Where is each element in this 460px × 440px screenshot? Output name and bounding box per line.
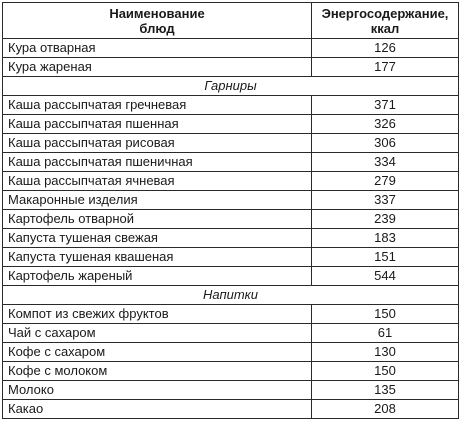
- dish-name-cell: Каша рассыпчатая пшенная: [3, 115, 312, 134]
- table-row: [3, 362, 459, 381]
- dish-name-cell: Каша рассыпчатая ячневая: [3, 172, 312, 191]
- energy-value-cell: 306: [312, 134, 459, 153]
- energy-value-cell: 326: [312, 115, 459, 134]
- dish-name-cell: Каша рассыпчатая рисовая: [3, 134, 312, 153]
- dish-name-cell: Картофель жареный: [3, 267, 312, 286]
- table-header: [3, 3, 459, 39]
- energy-value-cell: 208: [312, 400, 459, 419]
- energy-table: [2, 2, 459, 419]
- table-row: [3, 400, 459, 419]
- energy-value-cell: 130: [312, 343, 459, 362]
- dish-name-cell: Картофель отварной: [3, 210, 312, 229]
- energy-table-container: [2, 2, 458, 419]
- dish-name-cell: Макаронные изделия: [3, 191, 312, 210]
- energy-value-cell: 151: [312, 248, 459, 267]
- energy-value-cell: 371: [312, 96, 459, 115]
- header-row: [3, 3, 459, 39]
- table-row: [3, 172, 459, 191]
- dish-name-cell: Капуста тушеная квашеная: [3, 248, 312, 267]
- energy-value-cell: 544: [312, 267, 459, 286]
- table-row: [3, 134, 459, 153]
- section-title: Гарниры: [3, 77, 459, 96]
- header-energy: [312, 3, 459, 39]
- table-row: [3, 324, 459, 343]
- table-row: [3, 210, 459, 229]
- energy-value-cell: 61: [312, 324, 459, 343]
- energy-value-cell: 150: [312, 362, 459, 381]
- energy-value-cell: 279: [312, 172, 459, 191]
- table-row: [3, 305, 459, 324]
- table-row: [3, 248, 459, 267]
- dish-name-cell: Каша рассыпчатая пшеничная: [3, 153, 312, 172]
- table-row: [3, 191, 459, 210]
- dish-name-cell: Кофе с сахаром: [3, 343, 312, 362]
- energy-value-cell: 135: [312, 381, 459, 400]
- dish-name-cell: Кура жареная: [3, 58, 312, 77]
- table-row: [3, 267, 459, 286]
- table-row: [3, 343, 459, 362]
- dish-name-cell: Капуста тушеная свежая: [3, 229, 312, 248]
- table-row: [3, 115, 459, 134]
- table-row: [3, 153, 459, 172]
- header-dish-name-text: Наименование блюд: [109, 5, 205, 36]
- table-row: [3, 39, 459, 58]
- table-row: [3, 58, 459, 77]
- section-title: Напитки: [3, 286, 459, 305]
- table-row: [3, 229, 459, 248]
- dish-name-cell: Какао: [3, 400, 312, 419]
- dish-name-cell: Компот из свежих фруктов: [3, 305, 312, 324]
- energy-value-cell: 177: [312, 58, 459, 77]
- dish-name-cell: Чай с сахаром: [3, 324, 312, 343]
- dish-name-cell: Каша рассыпчатая гречневая: [3, 96, 312, 115]
- energy-value-cell: 183: [312, 229, 459, 248]
- header-energy-text: Энергосодержание, ккал: [321, 5, 449, 36]
- energy-value-cell: 334: [312, 153, 459, 172]
- energy-value-cell: 239: [312, 210, 459, 229]
- table-body: [3, 39, 459, 419]
- header-dish-name: [3, 3, 312, 39]
- dish-name-cell: Кофе с молоком: [3, 362, 312, 381]
- energy-value-cell: 126: [312, 39, 459, 58]
- table-row: [3, 381, 459, 400]
- table-row: [3, 96, 459, 115]
- section-row: [3, 286, 459, 305]
- dish-name-cell: Молоко: [3, 381, 312, 400]
- section-row: [3, 77, 459, 96]
- energy-value-cell: 337: [312, 191, 459, 210]
- energy-value-cell: 150: [312, 305, 459, 324]
- dish-name-cell: Кура отварная: [3, 39, 312, 58]
